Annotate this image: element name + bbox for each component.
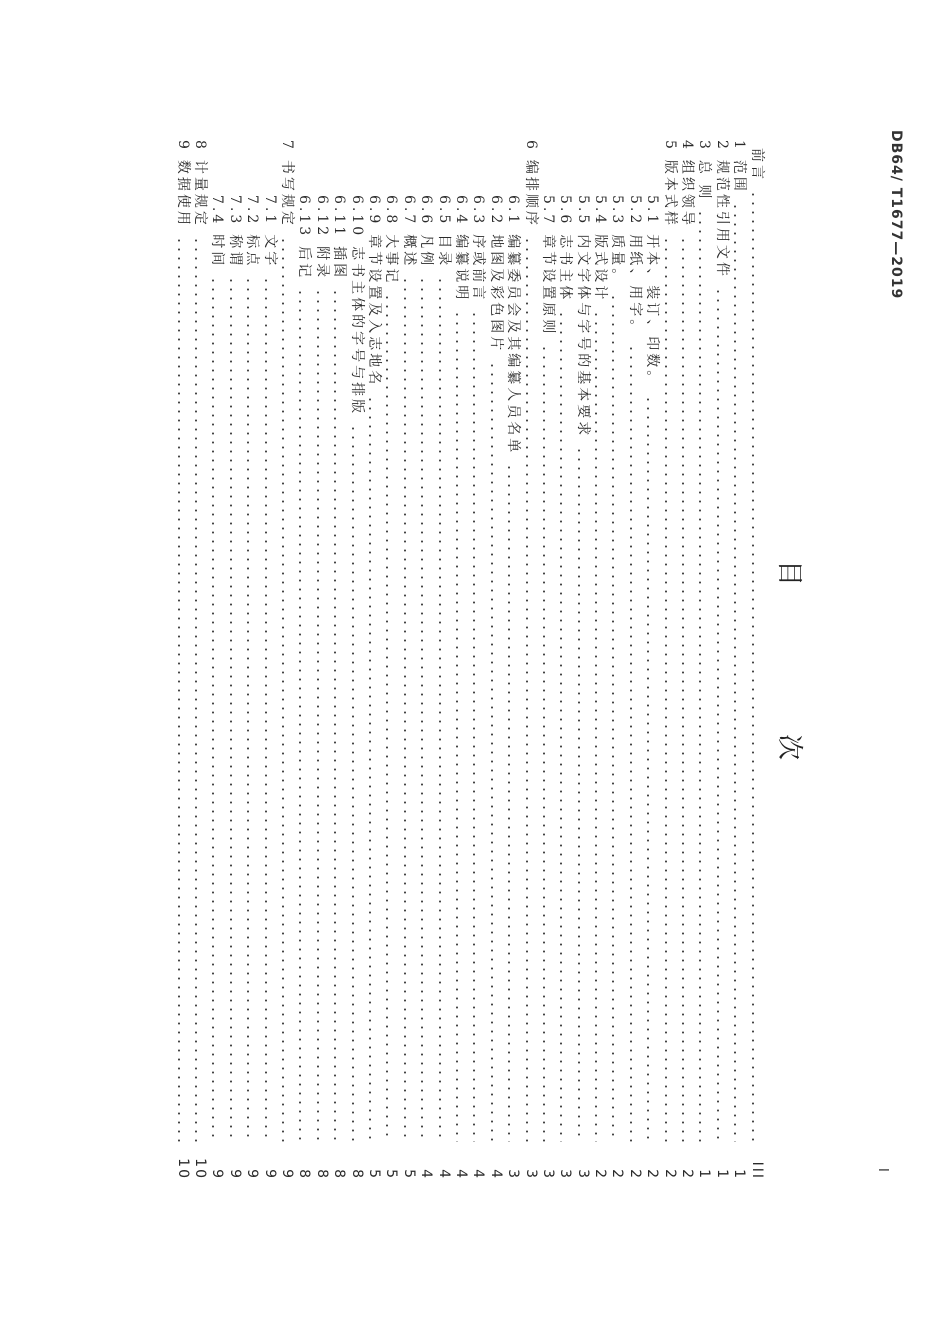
- page-title: [773, 560, 810, 760]
- toc-entry-page: 4: [435, 1169, 452, 1180]
- toc-entry-page: 5: [400, 1169, 417, 1180]
- dot-leader: [178, 236, 180, 1142]
- dot-leader: [526, 236, 528, 1142]
- toc-entry-number: 4: [679, 140, 696, 152]
- dot-leader: [491, 361, 493, 1142]
- dot-leader: [508, 463, 510, 1142]
- toc-entry-page: 8: [331, 1169, 348, 1180]
- toc-entry[interactable]: [591, 140, 608, 1180]
- dot-leader: [682, 236, 684, 1142]
- dot-leader: [421, 276, 423, 1142]
- dot-leader: [717, 287, 719, 1142]
- toc-entry-label: 编纂说明: [452, 234, 469, 303]
- table-of-contents: [174, 140, 765, 1180]
- toc-entry-label: 插图: [331, 246, 348, 281]
- toc-entry-page: 2: [661, 1169, 678, 1180]
- dot-leader: [543, 344, 545, 1142]
- toc-entry-page: 8: [296, 1169, 313, 1180]
- toc-entry-page: 2: [644, 1169, 661, 1180]
- toc-entry[interactable]: [643, 140, 660, 1180]
- toc-entry-page: 2: [592, 1169, 609, 1180]
- toc-entry-page: 3: [505, 1169, 522, 1180]
- dot-leader: [647, 395, 649, 1142]
- toc-entry-number: 6.12: [313, 195, 330, 239]
- toc-entry-page: 2: [609, 1169, 626, 1180]
- toc-entry[interactable]: [608, 140, 625, 1180]
- toc-entry-number: 7.3: [226, 195, 243, 227]
- dot-leader: [560, 310, 562, 1142]
- toc-entry-number: 5: [661, 140, 678, 152]
- toc-entry-page: 2: [679, 1169, 696, 1180]
- toc-entry-number: 6.1: [505, 195, 522, 227]
- toc-entry[interactable]: [243, 140, 260, 1180]
- toc-entry-page: 5: [366, 1169, 383, 1180]
- dot-leader: [299, 288, 301, 1142]
- toc-entry-label: 组织领导: [679, 159, 696, 228]
- toc-entry-number: 7.4: [209, 195, 226, 227]
- toc-entry-number: 5.1: [644, 195, 661, 227]
- toc-entry[interactable]: [713, 140, 730, 1180]
- dot-leader: [473, 310, 475, 1142]
- toc-entry-number: 6.11: [331, 195, 348, 239]
- toc-entry-label: 后记: [296, 246, 313, 281]
- toc-entry-label: 开本、装订、印数。: [644, 234, 661, 388]
- dot-leader: [595, 310, 597, 1142]
- toc-entry[interactable]: [522, 140, 539, 1180]
- toc-entry-label: 章节设置及入志地名: [366, 234, 383, 388]
- dot-leader: [317, 288, 319, 1142]
- toc-entry-page: 9: [261, 1169, 278, 1180]
- toc-entry-page: 10: [174, 1158, 191, 1180]
- toc-entry-label: 编排顺序: [522, 159, 539, 228]
- dot-leader: [265, 276, 267, 1142]
- toc-entry-label: 章节设置原则: [539, 234, 556, 337]
- toc-entry-page: 4: [418, 1169, 435, 1180]
- dot-leader: [439, 276, 441, 1142]
- toc-entry-number: 5.5: [574, 195, 591, 227]
- toc-entry-label: 编纂委员会及其编纂人员名单: [505, 234, 522, 456]
- toc-entry-label: 书写规定: [279, 159, 296, 228]
- toc-entry[interactable]: [730, 140, 747, 1180]
- toc-entry-label: 大事记: [383, 234, 400, 286]
- toc-entry-number: 5.2: [626, 195, 643, 227]
- toc-entry-number: 6.7: [400, 195, 417, 227]
- toc-entry[interactable]: [226, 140, 243, 1180]
- toc-entry[interactable]: [748, 140, 765, 1180]
- dot-leader: [752, 190, 754, 1142]
- toc-entry[interactable]: [278, 140, 295, 1180]
- dot-leader: [195, 236, 197, 1142]
- toc-entry-page: 1: [713, 1169, 730, 1180]
- toc-entry-label: 文字: [261, 234, 278, 269]
- dot-leader: [578, 446, 580, 1142]
- toc-entry-page: 1: [731, 1169, 748, 1180]
- toc-entry-number: 6: [522, 140, 539, 152]
- toc-entry-label: 目录: [435, 234, 452, 269]
- toc-entry[interactable]: [435, 140, 452, 1180]
- dot-leader: [334, 288, 336, 1142]
- toc-entry-number: 6.8: [383, 195, 400, 227]
- toc-entry[interactable]: [678, 140, 695, 1180]
- toc-entry-label: 序或前言: [470, 234, 487, 303]
- toc-entry-number: 1: [731, 140, 748, 152]
- toc-entry-number: 9: [174, 140, 191, 152]
- page-number: I: [875, 1168, 890, 1172]
- toc-entry[interactable]: [382, 140, 399, 1180]
- toc-entry-number: 5.7: [539, 195, 556, 227]
- toc-entry[interactable]: [574, 140, 591, 1180]
- dot-leader: [352, 424, 354, 1142]
- toc-entry[interactable]: [261, 140, 278, 1180]
- toc-entry-page: 3: [522, 1169, 539, 1180]
- toc-entry-label: 志书主体的字号与排版: [348, 246, 365, 417]
- toc-entry-number: 7: [279, 140, 296, 152]
- toc-entry-page: 8: [313, 1169, 330, 1180]
- toc-entry[interactable]: [365, 140, 382, 1180]
- toc-entry[interactable]: [487, 140, 504, 1180]
- toc-entry-label: 志书主体: [557, 234, 574, 303]
- toc-entry[interactable]: [417, 140, 434, 1180]
- dot-leader: [230, 276, 232, 1142]
- toc-entry-label: 凡例: [418, 234, 435, 269]
- dot-leader: [404, 276, 406, 1142]
- toc-entry-label: 时间: [209, 234, 226, 269]
- dot-leader: [734, 202, 736, 1142]
- dot-leader: [386, 293, 388, 1142]
- toc-entry-number: 6.2: [487, 195, 504, 227]
- toc-entry-label: 内文字体与字号的基本要求: [574, 234, 591, 439]
- toc-entry-page: 4: [487, 1169, 504, 1180]
- toc-entry-label: 质量。: [609, 234, 626, 286]
- toc-entry-number: 6.6: [418, 195, 435, 227]
- toc-entry-label: 范围: [731, 159, 748, 194]
- toc-entry-page: 3: [539, 1169, 556, 1180]
- toc-entry-label: 规范性引用文件: [713, 159, 730, 279]
- toc-entry-label: 计量规定: [192, 159, 209, 228]
- toc-entry-number: 7.1: [261, 195, 278, 227]
- toc-entry-page: 10: [192, 1158, 209, 1180]
- toc-entry[interactable]: [452, 140, 469, 1180]
- toc-entry-label: 用纸、用字。: [626, 234, 643, 337]
- toc-entry[interactable]: [174, 140, 191, 1180]
- toc-entry[interactable]: [313, 140, 330, 1180]
- toc-entry[interactable]: [556, 140, 573, 1180]
- toc-entry-label: 称谓: [226, 234, 243, 269]
- toc-entry-number: 6.4: [452, 195, 469, 227]
- toc-entry-label: 概述: [400, 234, 417, 269]
- toc-entry-page: 9: [244, 1169, 261, 1180]
- toc-entry-number: 5.6: [557, 195, 574, 227]
- dot-leader: [612, 293, 614, 1142]
- toc-entry-number: 3: [696, 140, 713, 152]
- toc-entry-page: 4: [452, 1169, 469, 1180]
- toc-entry-label: 前言: [748, 148, 765, 182]
- dot-leader: [282, 236, 284, 1142]
- toc-entry-number: 6.5: [435, 195, 452, 227]
- toc-entry-label: 版本式样: [661, 159, 678, 228]
- toc-entry-page: 3: [574, 1169, 591, 1180]
- toc-entry-page: 3: [557, 1169, 574, 1180]
- title-char-1: 目: [774, 560, 804, 587]
- dot-leader: [369, 395, 371, 1142]
- toc-entry-page: 2: [626, 1169, 643, 1180]
- toc-entry[interactable]: [191, 140, 208, 1180]
- toc-entry-number: 6.3: [470, 195, 487, 227]
- toc-entry[interactable]: [504, 140, 521, 1180]
- toc-entry[interactable]: [348, 140, 365, 1180]
- toc-entry[interactable]: [626, 140, 643, 1180]
- toc-entry[interactable]: [539, 140, 556, 1180]
- toc-entry[interactable]: [695, 140, 712, 1180]
- toc-entry[interactable]: [661, 140, 678, 1180]
- toc-entry-page: 8: [348, 1169, 365, 1180]
- toc-entry-page: III: [748, 1161, 765, 1180]
- toc-entry[interactable]: [400, 140, 417, 1180]
- toc-entry-number: 6.13: [296, 195, 313, 239]
- toc-entry-number: 6.9: [366, 195, 383, 227]
- toc-entry[interactable]: [330, 140, 347, 1180]
- toc-entry[interactable]: [209, 140, 226, 1180]
- dot-leader: [247, 276, 249, 1142]
- toc-entry-label: 标点: [244, 234, 261, 269]
- toc-entry-page: 9: [209, 1169, 226, 1180]
- toc-entry-label: 地图及彩色图片: [487, 234, 504, 354]
- toc-entry-number: 7.2: [244, 195, 261, 227]
- toc-entry-number: 5.4: [592, 195, 609, 227]
- dot-leader: [630, 344, 632, 1142]
- toc-entry[interactable]: [469, 140, 486, 1180]
- toc-entry-label: 版式设计: [592, 234, 609, 303]
- toc-entry[interactable]: [295, 140, 312, 1180]
- toc-entry-page: 5: [383, 1169, 400, 1180]
- toc-entry-page: 1: [696, 1169, 713, 1180]
- title-char-2: 次: [774, 733, 804, 760]
- toc-entry-label: 数据使用: [174, 159, 191, 228]
- dot-leader: [699, 209, 701, 1142]
- toc-entry-label: 附录: [313, 246, 330, 281]
- standard-number: DB64/ T1677—2019: [888, 130, 904, 300]
- toc-entry-number: 6.10: [348, 195, 365, 239]
- toc-entry-page: 9: [226, 1169, 243, 1180]
- dot-leader: [456, 310, 458, 1142]
- dot-leader: [213, 276, 215, 1142]
- toc-entry-number: 2: [713, 140, 730, 152]
- dot-leader: [665, 236, 667, 1142]
- toc-entry-number: 5.3: [609, 195, 626, 227]
- toc-entry-number: 8: [192, 140, 209, 152]
- toc-entry-page: 9: [279, 1169, 296, 1180]
- toc-entry-page: 4: [470, 1169, 487, 1180]
- toc-entry-label: 总 则: [696, 159, 713, 202]
